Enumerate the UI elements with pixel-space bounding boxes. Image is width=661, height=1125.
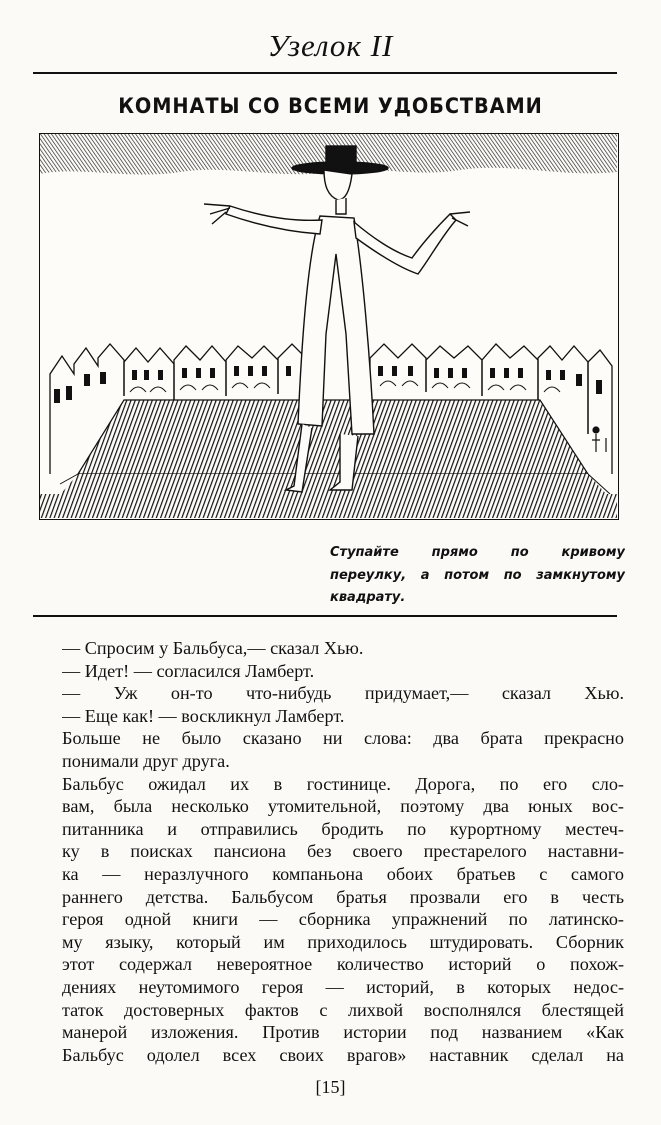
illustration — [39, 133, 619, 520]
text-line: манерой изложения. Против истории под названием «Как — [62, 1022, 624, 1043]
text-line: дениях неутомимого героя — историй, в которых недос- — [62, 976, 624, 997]
text-line: вам, была несколько утомительной, поэтому два юных вос- — [62, 796, 624, 817]
text-line: — Уж он-то что-нибудь придумает,— сказал Хью. — [62, 683, 624, 704]
text-line: ку в поисках пансиона без своего престарелого наставни- — [62, 841, 624, 862]
text-line: Бальбус одолел всех своих врагов» наставник сделал на — [62, 1044, 624, 1065]
caption-line: переулку, а потом по замкнутому — [330, 567, 625, 583]
text-line: питанника и отправились бродить по курортному местеч- — [62, 818, 624, 839]
text-line: таток достоверных фактов с лихвой восполнялся блестящей — [62, 999, 624, 1020]
text-line: Больше не было сказано ни слова: два брата прекрасно — [62, 728, 624, 749]
text-line: понимали друг друга. — [62, 750, 230, 771]
man-in-square-drawing — [40, 134, 617, 518]
header-rule — [33, 72, 617, 74]
text-line: Бальбус ожидал их в гостинице. Дорога, по его сло- — [62, 773, 624, 794]
text-line: этот содержал невероятное количество историй о похож- — [62, 954, 624, 975]
page-number: [15] — [315, 1077, 346, 1097]
text-line: — Еще как! — воскликнул Ламберт. — [62, 705, 345, 726]
text-line: ка — неразлучного компаньона обоих братьев с самого — [62, 863, 624, 884]
caption-line: Ступайте прямо по кривому — [330, 545, 625, 560]
body-text — [62, 637, 624, 1066]
caption-line: квадрату. — [330, 590, 406, 606]
text-line: — Идет! — согласился Ламберт. — [62, 660, 315, 681]
text-line: раннего детства. Бальбусом братья прозвали его в честь — [62, 886, 624, 907]
chapter-title: КОМНАТЫ СО ВСЕМИ УДОБСТВАМИ — [118, 94, 543, 118]
chapter-heading: Узелок II — [267, 28, 394, 63]
illustration-caption — [330, 544, 625, 612]
caption-rule — [33, 615, 617, 617]
text-line: героя одной книги — сборника упражнений по латинско- — [62, 909, 624, 930]
text-line: — Спросим у Бальбуса,— сказал Хью. — [62, 638, 364, 658]
text-line: му языку, который им приходилось штудировать. Сборник — [62, 931, 624, 952]
